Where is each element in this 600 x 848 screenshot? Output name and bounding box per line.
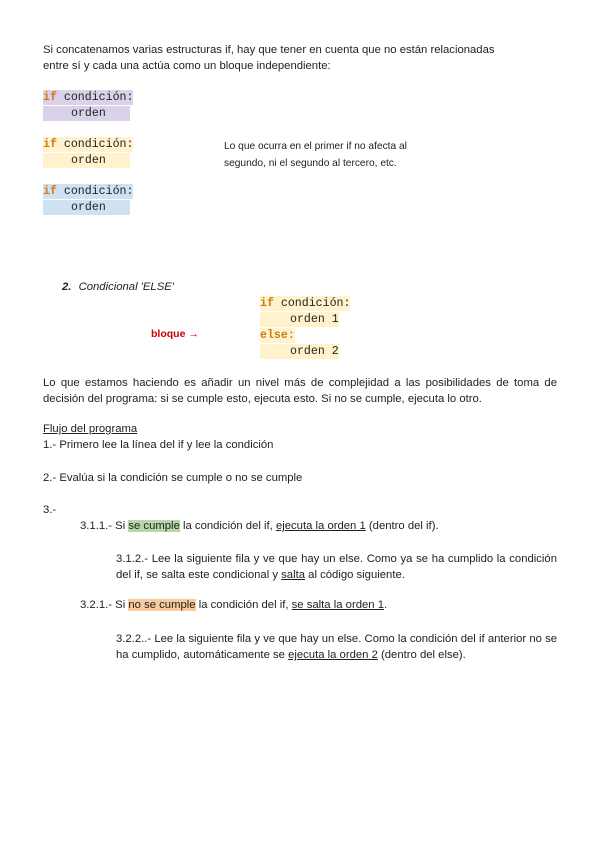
code-block-2 [43, 137, 133, 169]
code-block-1 [43, 90, 133, 122]
code-if-line-3: if condición: [43, 185, 134, 198]
code-else-if-line: if condición: [260, 297, 351, 310]
code-else-line: else: [260, 329, 295, 342]
flujo-step-3: 3.- [43, 504, 57, 516]
highlight-se-cumple: se cumple [128, 520, 180, 532]
code-orden-line-3: orden [43, 200, 130, 215]
section-heading [62, 281, 174, 293]
highlight-no-se-cumple: no se cumple [128, 599, 196, 611]
step-3-1-1: 3.1.1.- Si se cumple la condición del if, ejecuta la orden 1 (dentro del if). [80, 520, 439, 532]
code-orden-2-line: orden 2 [260, 344, 339, 359]
flujo-heading: Flujo del programa [43, 423, 138, 435]
code-orden-line-2: orden [43, 153, 130, 168]
section-title: Condicional 'ELSE' [78, 281, 174, 293]
explanation-paragraph: Lo que estamos haciendo es añadir un nivel más de complejidad a las posibilidades de toma de decisión del programa: si se cumple esto, ejecuta esto. Si no se cumple, ejecuta lo otro. [43, 377, 557, 405]
side-note [224, 138, 407, 172]
code-orden-line-1: orden [43, 106, 130, 121]
step-3-2-1: 3.2.1.- Si no se cumple la condición del if, se salta la orden 1. [80, 599, 388, 611]
intro-line-2: entre sí y cada una actúa como un bloque independiente: [43, 60, 331, 72]
side-note-line-1: Lo que ocurra en el primer if no afecta al [224, 141, 407, 152]
intro-line-1: Si concatenamos varias estructuras if, hay que tener en cuenta que no están relacionadas [43, 44, 495, 56]
flujo-step-1: 1.- Primero lee la línea del if y lee la condición [43, 439, 274, 451]
flujo-step-2: 2.- Evalúa si la condición se cumple o no se cumple [43, 472, 303, 484]
intro-paragraph [43, 42, 563, 74]
section-number: 2. [62, 281, 72, 293]
bloque-label: bloque → [151, 328, 199, 340]
code-block-else [260, 296, 350, 360]
step-3-2-2: 3.2.2..- Lee la siguiente fila y ve que hay un else. Como la condición del if anterior no se ha cumplido, automáticamente se ejecuta la orden 2 (dentro del else). [116, 633, 557, 661]
code-block-3 [43, 184, 133, 216]
step-3-1-2: 3.1.2.- Lee la siguiente fila y ve que hay un else. Como ya se ha cumplido la condición del if, se salta este condicional y salta al código siguiente. [116, 553, 557, 581]
code-orden-1-line: orden 1 [260, 312, 339, 327]
side-note-line-2: segundo, ni el segundo al tercero, etc. [224, 158, 397, 169]
code-if-line-1: if condición: [43, 91, 134, 104]
code-if-line-2: if condición: [43, 138, 134, 151]
